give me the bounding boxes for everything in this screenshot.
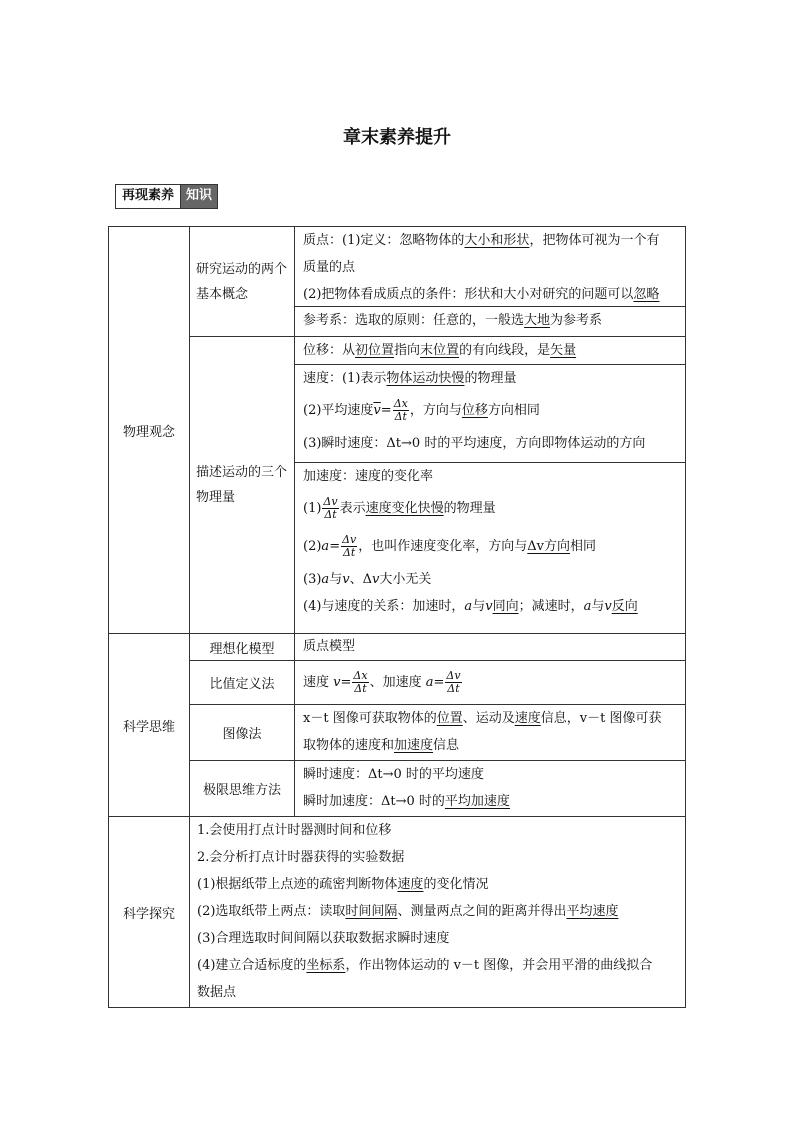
variable: a [425,675,434,690]
fraction [445,670,461,695]
text: ，方向与 [409,403,462,418]
text: 位移：从 [303,343,356,358]
variable: v [333,675,341,690]
key-term: 反向 [611,599,638,614]
text: (2)平均速度 [303,403,374,418]
text: 质量的点 [303,260,356,275]
reference-frame-content [295,307,685,336]
variable: v [342,572,350,587]
variable: a [583,599,592,614]
text: 1.会使用打点计时器测时间和位移 [197,823,392,838]
method-ratio-definition-content [295,661,685,704]
scientific-inquiry-content [190,817,685,1007]
key-term: 平均加速度 [444,794,510,809]
text: (2)把物体看成质点的条件：形状和大小对研究的问题可以 [303,287,634,302]
method-limit-thinking-content [295,761,685,816]
text: = [329,539,341,554]
key-term: 速度 [514,711,541,726]
subcategory-basic-concepts-label: 研究运动的两个基本概念 [196,261,288,302]
text: 的变化情况 [423,877,489,892]
text: 、加速度 [369,675,426,690]
text: 与 [591,599,605,614]
fraction-numerator: Δx [393,397,408,410]
text: 瞬时速度：Δt→0 时的平均速度 [303,767,484,782]
text: 表示 [339,501,366,516]
acceleration-content [295,463,685,633]
method-graph: 图像法 [222,727,262,742]
key-term: 末位置 [420,343,460,358]
key-term: 物体运动快慢 [386,371,465,386]
text: ；减速时， [518,599,584,614]
text: 、Δ [349,572,372,587]
text: (3) [303,572,322,587]
key-term: 坐标系 [306,958,346,973]
fraction-denominator: Δt [447,682,460,695]
fraction [352,670,368,695]
key-term: Δv方向 [527,539,571,554]
text: 的有向线段，是 [459,343,551,358]
fraction [393,398,409,423]
subcategory-basic-concepts [190,227,294,336]
fraction-numerator: Δv [323,495,338,508]
text: 信息 [433,738,460,753]
key-term: 时间间隔 [345,904,398,919]
text: 数据点 [197,985,237,1000]
text: (2)选取纸带上两点：读取 [197,904,346,919]
subcategory-quantities [190,337,294,633]
text: 与 [472,599,486,614]
fraction-denominator: Δt [354,682,367,695]
text: = [433,675,445,690]
fraction-denominator: Δt [324,508,337,521]
method-limit-thinking: 极限思维方法 [202,783,281,798]
category-scientific-inquiry: 科学探究 [122,906,175,922]
variable: v [485,599,493,614]
text: 大小无关 [379,572,432,587]
average-velocity-symbol: $\overline{v}$ [373,403,381,418]
text: 2.会分析打点计时器获得的实验数据 [197,850,405,865]
text: 、测量两点之间的距离并得出 [397,904,567,919]
section-tag-label-highlight: 知识 [181,185,217,208]
variable: v [604,599,612,614]
section-tag-label: 再现素养 [116,185,181,208]
text: x－t 图像可获取物体的 [303,711,437,726]
text: (1) [303,501,322,516]
key-term: 同向 [492,599,519,614]
key-term: 速度变化快慢 [365,501,444,516]
key-term: 速度 [397,877,424,892]
text: 信息，v－t 图像可获 [540,711,662,726]
key-term: 加速度 [394,738,434,753]
fraction [322,496,338,521]
text: (1)根据纸带上点迹的疏密判断物体 [197,877,398,892]
key-term: 平均速度 [566,904,619,919]
key-term: 忽略 [633,287,660,302]
method-ratio-definition: 比值定义法 [209,677,275,692]
text: 为参考系 [550,313,603,328]
page-title: 章末素养提升 [343,127,451,148]
text: (2) [303,539,322,554]
fraction-denominator: Δt [394,410,407,423]
text: ，把物体可视为一个有 [529,233,660,248]
text: (3)瞬时速度：Δt→0 时的平均速度，方向即物体运动的方向 [303,436,646,451]
method-idealized-model-content: 质点模型 [303,639,356,654]
velocity-content [295,365,685,462]
text: 相同 [570,539,597,554]
text: (4)建立合适标度的 [197,958,307,973]
fraction-numerator: Δx [353,669,368,682]
category-scientific-thinking: 科学思维 [122,719,175,735]
text: 的物理量 [464,371,517,386]
text: 与 [329,572,343,587]
text: 参考系：选取的原则：任意的，一般选 [303,313,525,328]
variable: v [371,572,380,587]
key-term: 大小和形状 [464,233,530,248]
text: ，也叫作速度变化率，方向与 [358,539,528,554]
text: 速度：(1)表示 [303,371,387,386]
text: (4)与速度的关系：加速时， [303,599,465,614]
text: ，作出物体运动的 v－t 图像，并会用平滑的曲线拟合 [345,958,653,973]
fraction-denominator: Δt [342,546,356,559]
text: 、运动及 [462,711,515,726]
text: 速度 [303,675,334,690]
text: 指向 [394,343,421,358]
subcategory-quantities-label: 描述运动的三个物理量 [196,465,288,505]
key-term: 大地 [524,313,551,328]
text: 瞬时加速度：Δt→0 时的 [303,794,445,809]
displacement-content [295,337,685,364]
text: (3)合理选取时间间隔以获取数据求瞬时速度 [197,931,450,946]
fraction [341,534,357,559]
method-graph-content [295,705,685,760]
text: 质点：(1)定义：忽略物体的 [303,233,465,248]
text: = [380,403,392,418]
variable: a [321,572,330,587]
key-term: 位移 [461,403,488,418]
text: 的物理量 [443,501,496,516]
key-term: 位置 [436,711,463,726]
variable: a [464,599,473,614]
mass-point-content [295,227,685,306]
text: 加速度：速度的变化率 [303,469,434,484]
fraction-numerator: Δv [446,669,461,682]
key-term: 初位置 [355,343,395,358]
variable: a [321,539,330,554]
text: = [340,675,352,690]
method-idealized-model: 理想化模型 [209,641,275,657]
text: 方向相同 [487,403,540,418]
text: 取物体的速度和 [303,738,395,753]
category-physics-concept: 物理观念 [122,424,175,440]
key-term: 矢量 [550,343,577,358]
fraction-numerator: Δv [342,533,357,546]
